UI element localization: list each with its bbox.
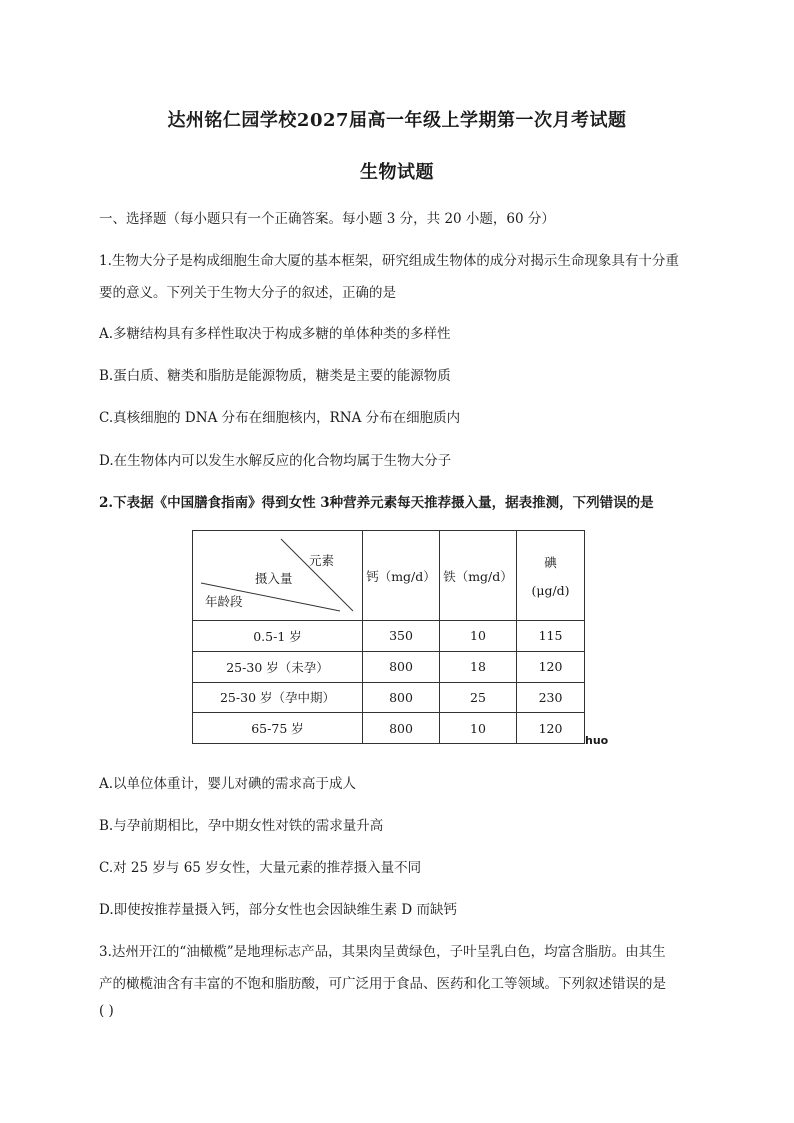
question-3-stem-line3: ( ) [99,1003,114,1019]
calcium-cell: 800 [363,713,440,744]
iodine-label: 碘 [544,555,557,570]
table-row [193,682,585,713]
age-cell: 25-30 岁（孕中期） [193,682,363,713]
table-corner-header [193,531,363,621]
table-row [193,713,585,744]
table-row [193,621,585,652]
age-cell: 0.5-1 岁 [193,621,363,652]
column-header-iron: 铁（mg/d） [440,531,517,621]
iodine-unit: (μg/d) [531,583,570,598]
question-2-option-d: D.即使按推荐量摄入钙，部分女性也会因缺维生素 D 而缺钙 [99,902,458,918]
corner-intake-label: 摄入量 [255,571,293,586]
iron-cell: 25 [440,682,517,713]
question-1-option-a: A.多糖结构具有多样性取决于构成多糖的单体种类的多样性 [99,326,451,342]
question-1-option-d: D.在生物体内可以发生水解反应的化合物均属于生物大分子 [99,453,452,469]
iron-cell: 10 [440,621,517,652]
age-cell: 25-30 岁（未孕） [193,651,363,682]
question-1-option-b: B.蛋白质、糖类和脂肪是能源物质，糖类是主要的能源物质 [99,368,451,384]
question-2-option-b: B.与孕前期相比，孕中期女性对铁的需求量升高 [99,818,384,834]
iodine-cell: 120 [517,651,585,682]
iodine-cell: 120 [517,713,585,744]
column-header-iodine [517,531,585,621]
age-cell: 65-75 岁 [193,713,363,744]
stray-mark: huo [585,734,609,747]
nutrient-table [192,530,585,744]
question-3-stem-line1: 3.达州开江的“油橄榄”是地理标志产品，其果肉呈黄绿色，子叶呈乳白色，均富含脂肪。由其生 [99,944,666,960]
iron-cell: 10 [440,713,517,744]
iron-cell: 18 [440,651,517,682]
question-2-option-a: A.以单位体重计，婴儿对碘的需求高于成人 [99,776,357,792]
table-row [193,651,585,682]
corner-element-label: 元素 [309,553,335,568]
section-heading: 一、选择题（每小题只有一个正确答案。每小题 3 分，共 20 小题，60 分） [99,211,555,227]
iodine-cell: 115 [517,621,585,652]
question-3-stem-line2: 产的橄榄油含有丰富的不饱和脂肪酸，可广泛用于食品、医药和化工等领域。下列叙述错误的是 [99,976,666,992]
question-1-stem-line1: 1.生物大分子是构成细胞生命大厦的基本框架，研究组成生物体的成分对揭示生命现象具有十分重 [99,253,679,269]
question-1-stem-line2: 要的意义。下列关于生物大分子的叙述，正确的是 [99,285,396,301]
calcium-cell: 800 [363,682,440,713]
question-2-option-c: C.对 25 岁与 65 岁女性，大量元素的推荐摄入量不同 [99,860,422,876]
page-subtitle: 生物试题 [360,162,434,183]
question-2-stem: 2.下表据《中国膳食指南》得到女性 3种营养元素每天推荐摄入量，据表推测，下列错误的是 [99,495,654,511]
column-header-calcium: 钙（mg/d） [363,531,440,621]
corner-age-label: 年龄段 [205,594,243,609]
page-title: 达州铭仁园学校2027届高一年级上学期第一次月考试题 [167,110,627,131]
calcium-cell: 800 [363,651,440,682]
calcium-cell: 350 [363,621,440,652]
iodine-cell: 230 [517,682,585,713]
question-1-option-c: C.真核细胞的 DNA 分布在细胞核内，RNA 分布在细胞质内 [99,410,461,426]
